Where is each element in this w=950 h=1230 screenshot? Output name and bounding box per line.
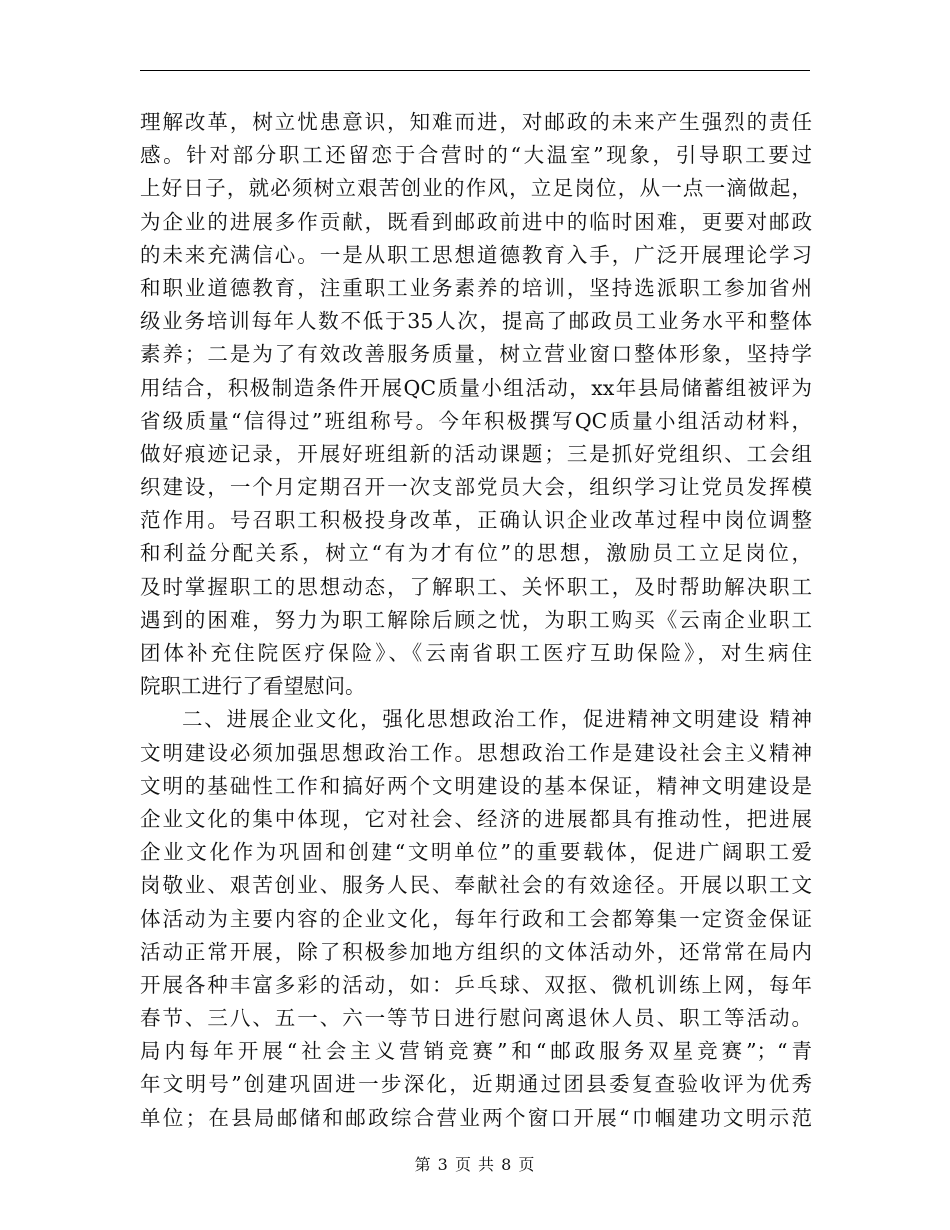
text-line: 为企业的进展多作贡献，既看到邮政前进中的临时困难，更要对邮政 [140, 209, 812, 234]
text-line: 感。针对部分职工还留恋于合营时的“大温室”现象，引导职工要过 [140, 143, 812, 168]
text-line: 院职工进行了看望慰问。 [140, 674, 366, 699]
text-line: 和职业道德教育，注重职工业务素养的培训，坚持选派职工参加省州 [140, 275, 812, 300]
text-line: 体活动为主要内容的企业文化，每年行政和工会都筹集一定资金保证 [140, 906, 812, 931]
text-line: 和利益分配关系，树立“有为才有位”的思想，激励员工立足岗位， [140, 541, 812, 566]
paragraph [140, 106, 812, 703]
text-line: 团体补充住院医疗保险》、《云南省职工医疗互助保险》，对生病住 [140, 641, 812, 665]
text-line: 理解改革，树立忧患意识，知难而进，对邮政的未来产生强烈的责任 [140, 110, 812, 134]
page-footer: 第 3 页 共 8 页 [414, 1155, 536, 1174]
text-line: 用结合，积极制造条件开展QC质量小组活动，xx年县局储蓄组被评为 [140, 375, 812, 400]
text-line: 开展各种丰富多彩的活动，如：乒乓球、双抠、微机训练上网，每年 [140, 972, 812, 997]
text-line: 春节、三八、五一、六一等节日进行慰问离退休人员、职工等活动。 [140, 1006, 812, 1031]
text-line: 织建设，一个月定期召开一次支部党员大会，组织学习让党员发挥模 [140, 475, 812, 500]
text-line: 素养；二是为了有效改善服务质量，树立营业窗口整体形象，坚持学 [140, 342, 812, 367]
text-line: 及时掌握职工的思想动态，了解职工、关怀职工，及时帮助解决职工 [140, 574, 812, 599]
text-line: 省级质量“信得过”班组称号。今年积极撰写QC质量小组活动材料， [140, 408, 812, 433]
text-line: 遇到的困难，努力为职工解除后顾之忧，为职工购买《云南企业职工 [140, 607, 812, 632]
text-line: 上好日子，就必须树立艰苦创业的作风，立足岗位，从一点一滴做起， [140, 176, 812, 201]
text-line: 单位；在县局邮储和邮政综合营业两个窗口开展“巾帼建功文明示范 [140, 1105, 812, 1130]
header-rule [140, 70, 810, 71]
text-line: 年文明号”创建巩固进一步深化，近期通过团县委复查验收评为优秀 [140, 1072, 812, 1097]
text-line: 企业文化的集中体现，它对社会、经济的进展都具有推动性，把进展 [140, 806, 812, 831]
document-body [140, 106, 812, 1135]
text-line: 做好痕迹记录，开展好班组新的活动课题；三是抓好党组织、工会组 [140, 441, 812, 466]
text-line: 文明建设必须加强思想政治工作。思想政治工作是建设社会主义精神 [140, 740, 812, 765]
text-line: 活动正常开展，除了积极参加地方组织的文体活动外，还常常在局内 [140, 939, 812, 964]
text-line: 岗敬业、艰苦创业、服务人民、奉献社会的有效途径。开展以职工文 [140, 873, 812, 898]
text-line: 文明的基础性工作和搞好两个文明建设的基本保证，精神文明建设是 [140, 773, 812, 798]
text-line: 的未来充满信心。一是从职工思想道德教育入手，广泛开展理论学习 [140, 242, 812, 267]
paragraph [140, 703, 812, 1134]
text-line: 二、进展企业文化，强化思想政治工作，促进精神文明建设 精神 [182, 707, 812, 732]
text-line: 局内每年开展“社会主义营销竞赛”和“邮政服务双星竞赛”；“青 [140, 1039, 812, 1064]
text-line: 企业文化作为巩固和创建“文明单位”的重要载体，促进广阔职工爱 [140, 840, 812, 865]
text-line: 范作用。号召职工积极投身改革，正确认识企业改革过程中岗位调整 [140, 508, 812, 533]
text-line: 级业务培训每年人数不低于35人次，提高了邮政员工业务水平和整体 [140, 309, 812, 334]
